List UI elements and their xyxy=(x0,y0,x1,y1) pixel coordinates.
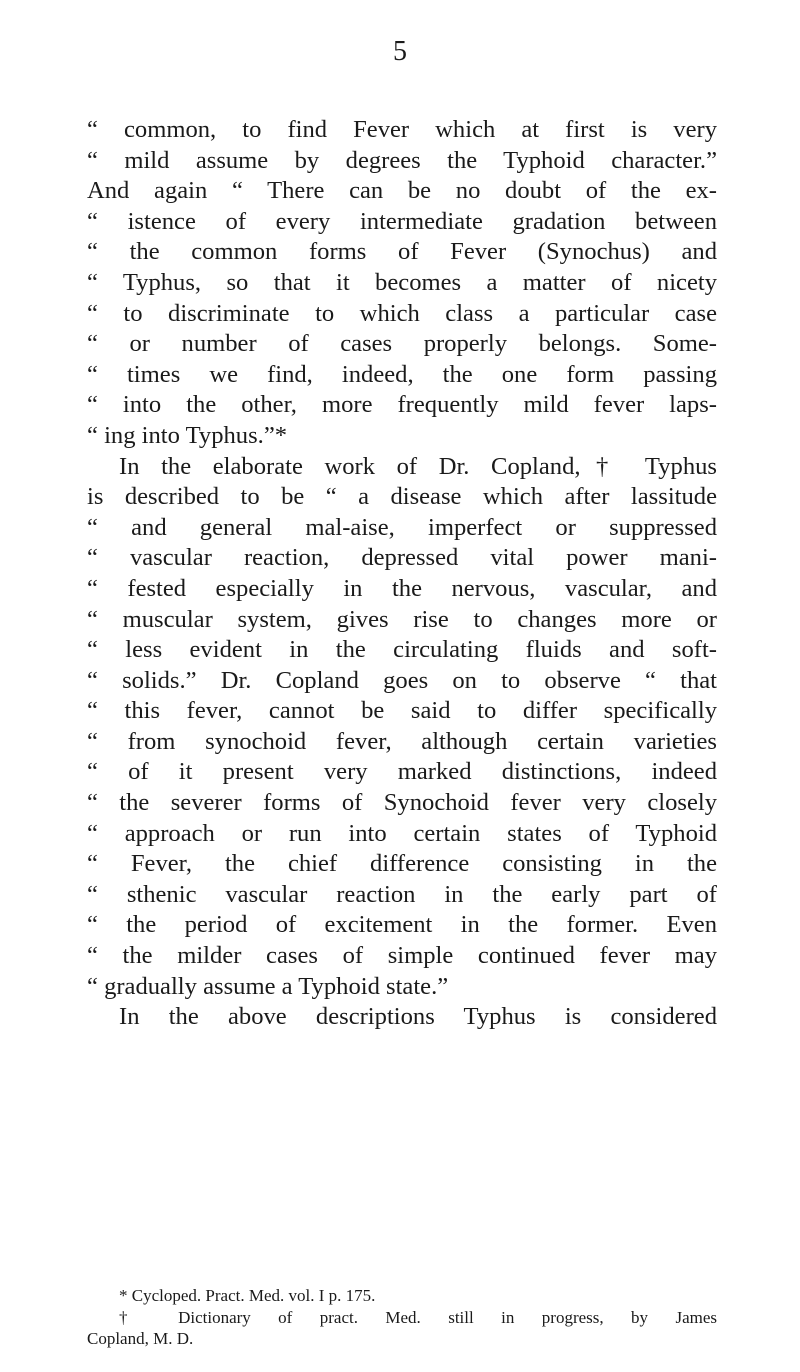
text-line: “ the severer forms of Synochoid fever very closely xyxy=(87,789,717,817)
text-line: “ common, to find Fever which at first is very xyxy=(87,116,717,143)
text-line: “ approach or run into certain states of Typhoid xyxy=(87,819,717,847)
text-line: “ and general mal-aise, imperfect or suppressed xyxy=(87,513,717,541)
page-number: 5 xyxy=(393,36,407,67)
footnote-line: † Dictionary of pract. Med. still in progress, by James xyxy=(119,1307,717,1327)
text-line: “ into the other, more frequently mild fever laps- xyxy=(87,391,717,419)
text-line: “ ing into Typhus.”* xyxy=(87,421,288,449)
text-line: “ sthenic vascular reaction in the early part of xyxy=(87,880,717,908)
text-line: is described to be “ a disease which after lassitude xyxy=(87,483,717,511)
text-line: “ times we find, indeed, the one form passing xyxy=(87,360,717,388)
body-text xyxy=(87,115,717,1033)
text-line: “ Typhus, so that it becomes a matter of nicety xyxy=(87,268,717,296)
text-line: “ the common forms of Fever (Synochus) and xyxy=(87,238,717,266)
text-line: “ mild assume by degrees the Typhoid character.” xyxy=(87,146,717,174)
text-line: “ vascular reaction, depressed vital power mani- xyxy=(87,544,717,572)
text-line: “ to discriminate to which class a particular case xyxy=(87,299,717,327)
text-line: “ fested especially in the nervous, vascular, and xyxy=(87,574,717,602)
text-line: “ or number of cases properly belongs. Some- xyxy=(87,330,717,358)
text-line: “ this fever, cannot be said to differ specifically xyxy=(87,697,717,725)
text-line: “ muscular system, gives rise to changes more or xyxy=(87,605,717,633)
text-line: “ istence of every intermediate gradation between xyxy=(87,207,717,235)
text-line: “ gradually assume a Typhoid state.” xyxy=(87,972,449,1000)
text-line: In the elaborate work of Dr. Copland,† Typhus xyxy=(119,452,717,480)
footnote-line: Copland, M. D. xyxy=(87,1329,194,1348)
text-line: “ the period of excitement in the former. Even xyxy=(87,911,717,939)
footnotes xyxy=(87,1285,717,1350)
text-line: In the above descriptions Typhus is considered xyxy=(119,1003,717,1031)
text-line: “ of it present very marked distinctions, indeed xyxy=(87,758,717,786)
text-line: “ solids.” Dr. Copland goes on to observe “ that xyxy=(87,666,717,694)
text-line: “ from synochoid fever, although certain varieties xyxy=(87,727,717,755)
text-line: “ Fever, the chief difference consisting in the xyxy=(87,850,717,878)
text-line: “ less evident in the circulating fluids and soft- xyxy=(87,636,717,664)
text-line: And again “ There can be no doubt of the ex- xyxy=(87,177,717,205)
footnote-line: * Cycloped. Pract. Med. vol. I p. 175. xyxy=(119,1286,376,1305)
text-line: “ the milder cases of simple continued fever may xyxy=(87,942,717,970)
